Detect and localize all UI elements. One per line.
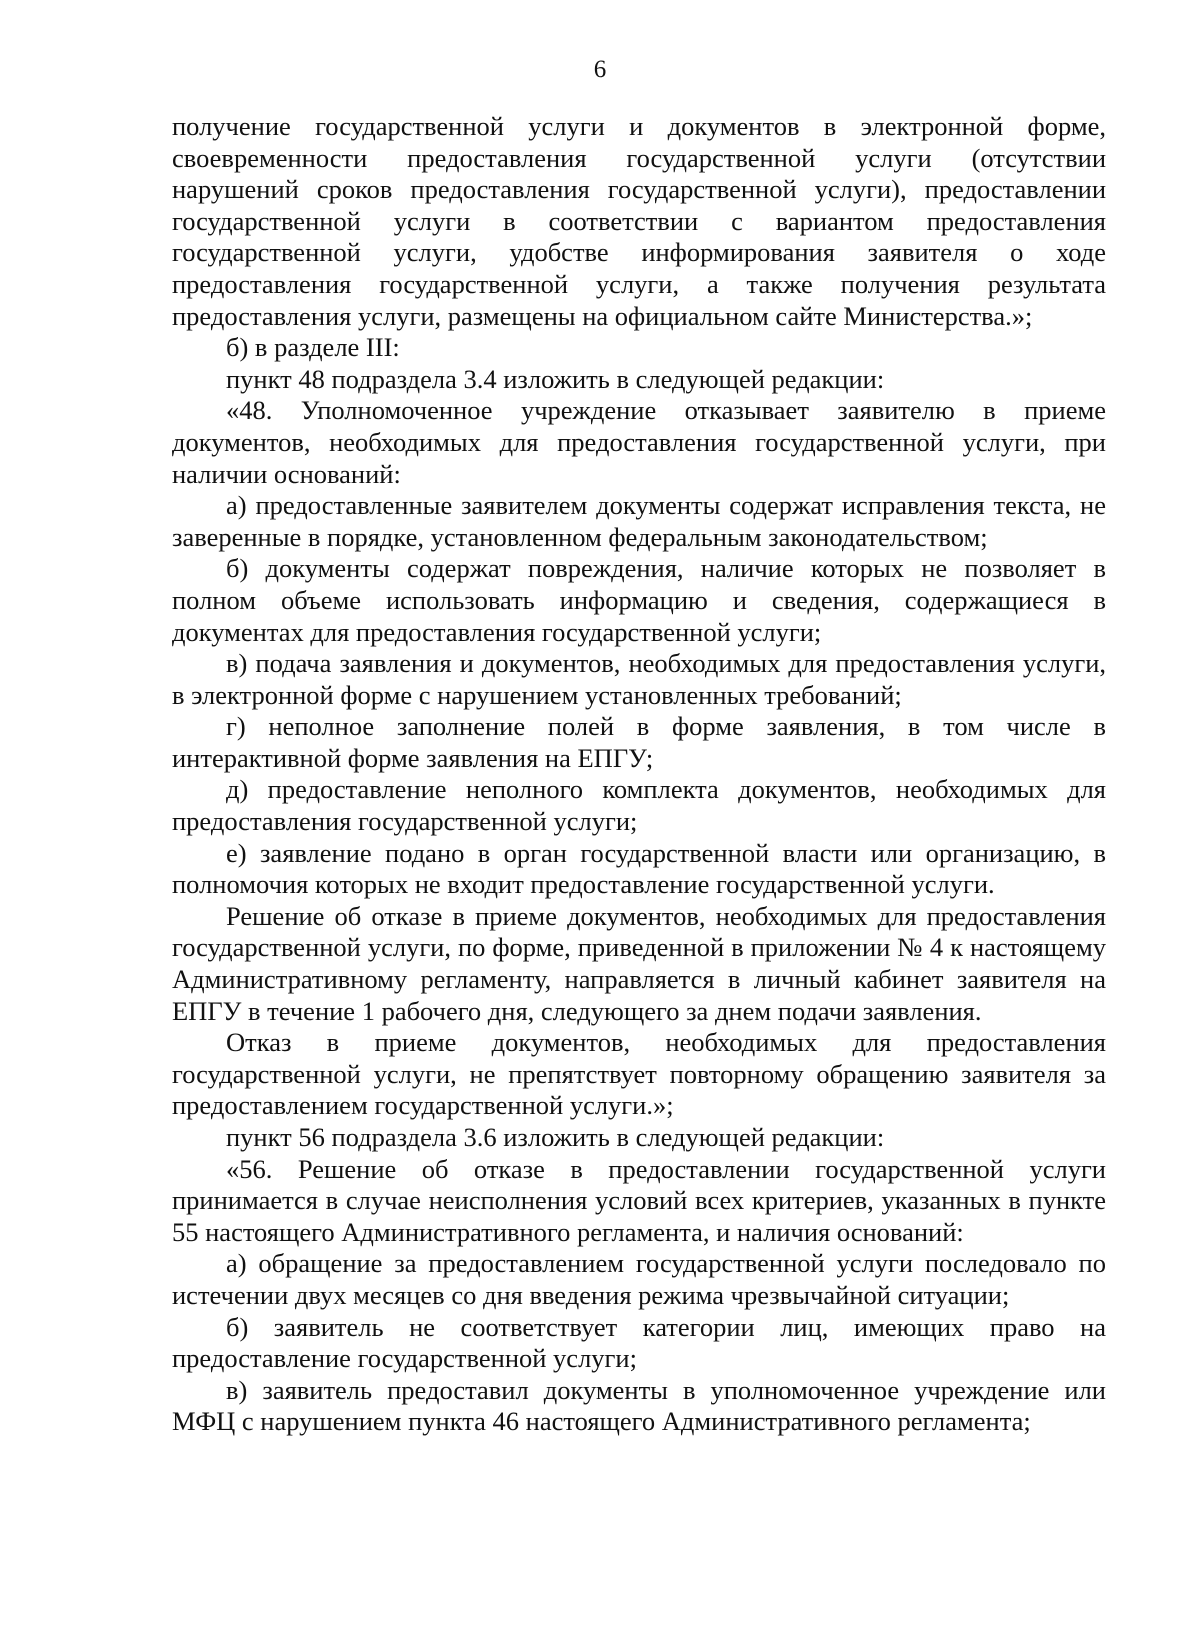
paragraph-item-56: «56. Решение об отказе в предоставлении государственной услуги принимается в случае неисполнения условий всех критериев, указанных в пункте 55 настоящего Административного регламента, и наличия оснований:: [172, 1153, 1106, 1247]
paragraph-refusal-no-obstacle: Отказ в приеме документов, необходимых для предоставления государственной услуги, не препятствует повторному обращению заявителя за предоставлением государственной услуги.»;: [172, 1027, 1106, 1121]
paragraph-ground-56-a: а) обращение за предоставлением государственной услуги последовало по истечении двух месяцев со дня введения режима чрезвычайной ситуации;: [172, 1248, 1106, 1310]
paragraph-ground-56-v: в) заявитель предоставил документы в уполномоченное учреждение или МФЦ с нарушением пункта 46 настоящего Административного регламента;: [172, 1374, 1106, 1437]
paragraph-item-48: «48. Уполномоченное учреждение отказывает заявителю в приеме документов, необходимых для предоставления государственной услуги, при наличии оснований:: [172, 395, 1106, 489]
paragraph-refusal-decision: Решение об отказе в приеме документов, необходимых для предоставления государственной услуги, по форме, приведенной в приложении № 4 к настоящему Административному регламенту, направляется в личный кабинет заявителя на ЕПГУ в течение 1 рабочего дня, следующего за днем подачи заявления.: [172, 900, 1106, 1026]
paragraph-ground-a: а) предоставленные заявителем документы содержат исправления текста, не заверенные в порядке, установленном федеральным законодательством;: [172, 490, 1106, 552]
paragraph-ground-b: б) документы содержат повреждения, наличие которых не позволяет в полном объеме использовать информацию и сведения, содержащиеся в документах для предоставления государственной услуги;: [172, 553, 1106, 647]
paragraph-ground-v: в) подача заявления и документов, необходимых для предоставления услуги, в электронной форме с нарушением установленных требований;: [172, 648, 1106, 710]
paragraph-section-iii: б) в разделе III:: [226, 332, 400, 363]
paragraph-ground-56-b: б) заявитель не соответствует категории лиц, имеющих право на предоставление государственной услуги;: [172, 1311, 1106, 1374]
paragraph-ground-g: г) неполное заполнение полей в форме заявления, в том числе в интерактивной форме заявления на ЕПГУ;: [172, 711, 1106, 773]
paragraph-continuation: получение государственной услуги и документов в электронной форме, своевременности предоставления государственной услуги (отсутствии нарушений сроков предоставления государственной услуги), предоставлении государственной услуги в соответствии с вариантом предоставления государственной услуги, удобстве информирования заявителя о ходе предоставления государственной услуги, а также получения результата предоставления услуги, размещены на официальном сайте Министерства.»;: [172, 111, 1106, 331]
page-number: 6: [593, 56, 607, 83]
document-body: [172, 111, 1106, 1438]
paragraph-ground-e: е) заявление подано в орган государственной власти или организацию, в полномочия которых не входит предоставление государственной услуги.: [172, 837, 1106, 900]
paragraph-item-48-intro: пункт 48 подраздела 3.4 изложить в следующей редакции:: [226, 363, 885, 394]
paragraph-ground-d: д) предоставление неполного комплекта документов, необходимых для предоставления государственной услуги;: [172, 774, 1106, 837]
paragraph-item-56-intro: пункт 56 подраздела 3.6 изложить в следующей редакции:: [226, 1122, 885, 1152]
